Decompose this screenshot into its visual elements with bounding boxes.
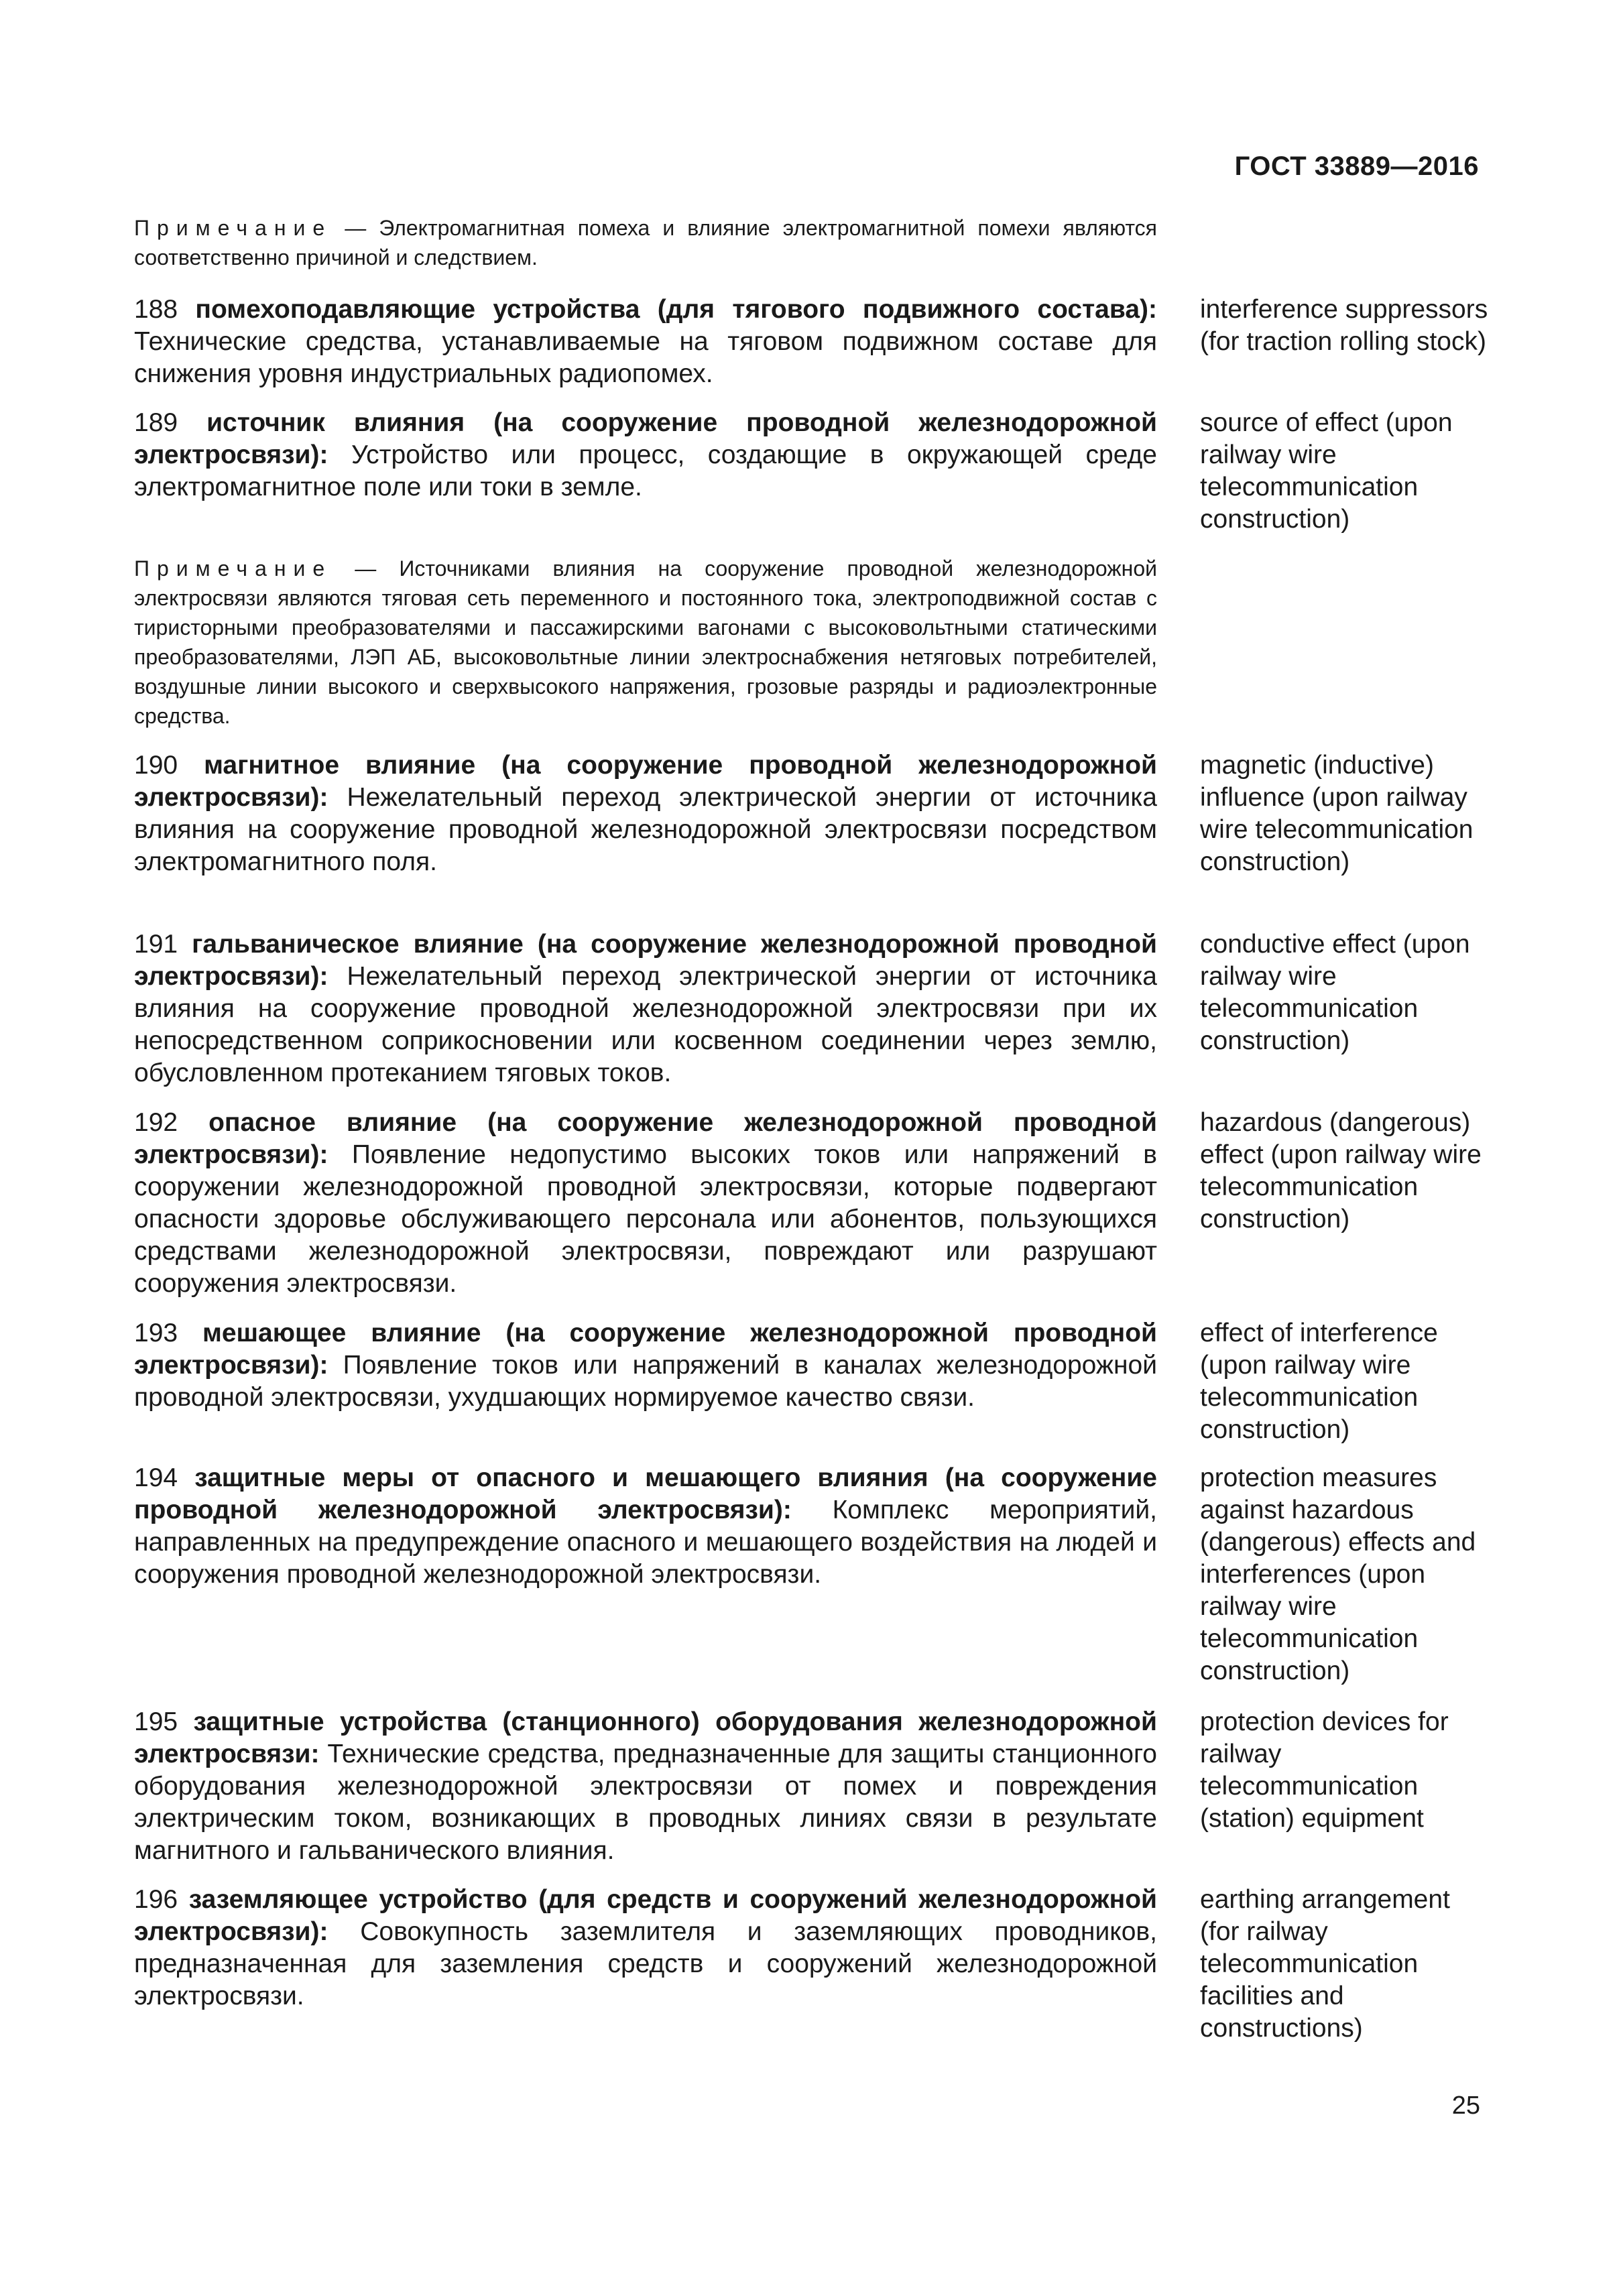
- term-title: магнитное влияние (на сооружение проводной железнодорожной электросвязи):: [134, 751, 1158, 812]
- term-definition: Устройство или процесс, создающие в окружающей среде электромагнитное поле или токи в земле.: [134, 440, 1157, 501]
- term-number: 194: [134, 1463, 178, 1492]
- note-dash: —: [332, 216, 379, 240]
- term-definition: Нежелательный переход электрической энергии от источника влияния на сооружение проводной железнодорожной электросвязи посредством электромагнитного поля.: [134, 783, 1158, 876]
- note-label: Примечание: [134, 216, 333, 240]
- term-191-entry: [134, 928, 1157, 1089]
- term-title: источник влияния (на сооружение проводной железнодорожной электросвязи):: [134, 408, 1157, 469]
- term-definition: Технические средства, предназначенные для защиты станционного оборудования железнодорожной электросвязи от помех и повреждения электрическим током, возникающих в проводных линиях связи в результате магнитного и гальванического влияния.: [134, 1740, 1157, 1865]
- term-number: 192: [134, 1108, 178, 1137]
- term-194-entry: [134, 1462, 1157, 1591]
- term-definition: Комплекс мероприятий, направленных на предупреждение опасного и мешающего воздействия на людей и сооружения проводной железнодорожной электросвязи.: [134, 1496, 1157, 1589]
- term-definition: Технические средства, устанавливаемые на тяговом подвижном составе для снижения уровня индустриальных радиопомех.: [134, 327, 1157, 388]
- term-194-english: protection measures against hazardous (dangerous) effects and interferences (upon railway wire telecommunication construction): [1200, 1463, 1476, 1685]
- term-title: гальваническое влияние (на сооружение железнодорожной проводной электросвязи):: [134, 930, 1157, 991]
- term-title: защитные устройства (станционного) оборудования железнодорожной электросвязи:: [134, 1707, 1157, 1768]
- note-dash: —: [332, 556, 400, 581]
- term-189-english: source of effect (upon railway wire telecommunication construction): [1200, 408, 1453, 534]
- term-definition: Появление недопустимо высоких токов или напряжений в сооружении железнодорожной проводной электросвязи, которые подвергают опасности здоровье обслуживающего персонала или абонентов, пользующихся средствами железнодорожной электросвязи, повреждают или разрушают сооружения электросвязи.: [134, 1140, 1157, 1298]
- term-188-english: interference suppressors (for traction rolling stock): [1200, 295, 1488, 356]
- term-192-english: hazardous (dangerous) effect (upon railway wire telecommunication construction): [1200, 1108, 1482, 1233]
- term-number: 191: [134, 930, 178, 959]
- term-number: 196: [134, 1885, 178, 1914]
- term-title: заземляющее устройство (для средств и сооружений железнодорожной электросвязи):: [134, 1885, 1157, 1946]
- term-number: 195: [134, 1707, 178, 1736]
- term-number: 189: [134, 408, 178, 437]
- term-definition: Совокупность заземлителя и заземляющих проводников, предназначенная для заземления средств и сооружений железнодорожной электросвязи.: [134, 1917, 1157, 2010]
- term-196-english: earthing arrangement (for railway telecommunication facilities and constructions): [1200, 1885, 1450, 2043]
- term-196-entry: [134, 1884, 1157, 2012]
- term-number: 190: [134, 751, 178, 780]
- note-2: [134, 554, 1157, 731]
- note-1: [134, 213, 1157, 272]
- document-id-header: ГОСТ 33889—2016: [1234, 152, 1479, 181]
- term-193-entry: [134, 1317, 1157, 1414]
- term-number: 188: [134, 295, 178, 324]
- term-189-entry: [134, 407, 1157, 503]
- term-title: мешающее влияние (на сооружение железнодорожной проводной электросвязи):: [134, 1319, 1157, 1380]
- term-title: опасное влияние (на сооружение железнодорожной проводной электросвязи):: [134, 1108, 1157, 1169]
- note-label: Примечание: [134, 556, 333, 581]
- term-190-entry: [134, 749, 1157, 878]
- term-191-english: conductive effect (upon railway wire telecommunication construction): [1200, 930, 1470, 1055]
- term-title: защитные меры от опасного и мешающего влияния (на сооружение проводной железнодорожной электросвязи):: [134, 1463, 1157, 1524]
- term-definition: Появление токов или напряжений в каналах железнодорожной проводной электросвязи, ухудшающих нормируемое качество связи.: [134, 1351, 1157, 1412]
- term-193-english: effect of interference (upon railway wire telecommunication construction): [1200, 1319, 1438, 1444]
- term-192-entry: [134, 1107, 1157, 1300]
- term-190-english: magnetic (inductive) influence (upon railway wire telecommunication construction): [1200, 751, 1474, 876]
- term-195-english: protection devices for railway telecommunication (station) equipment: [1200, 1707, 1449, 1833]
- term-195-entry: [134, 1706, 1157, 1867]
- note-text: Электромагнитная помеха и влияние электромагнитной помехи являются соответственно причиной и следствием.: [134, 216, 1158, 269]
- term-188-entry: [134, 294, 1157, 390]
- term-title: помехоподавляющие устройства (для тягового подвижного состава):: [195, 295, 1157, 324]
- page-number: 25: [1451, 2092, 1480, 2120]
- term-number: 193: [134, 1319, 178, 1347]
- term-definition: Нежелательный переход электрической энергии от источника влияния на сооружение проводной железнодорожной электросвязи при их непосредственном соприкосновении или косвенном соединении через землю, обусловленном протеканием тяговых токов.: [134, 962, 1158, 1087]
- note-text: Источниками влияния на сооружение проводной железнодорожной электросвязи являются тяговая сеть переменного и постоянного тока, электроподвижной состав с тиристорными преобразователями и пассажирскими вагонами с высоковольтными статическими преобразователями, ЛЭП АБ, высоковольтные линии электроснабжения нетяговых потребителей, воздушные линии высокого и сверхвысокого напряжения, грозовые разряды и радиоэлектронные средства.: [134, 556, 1157, 728]
